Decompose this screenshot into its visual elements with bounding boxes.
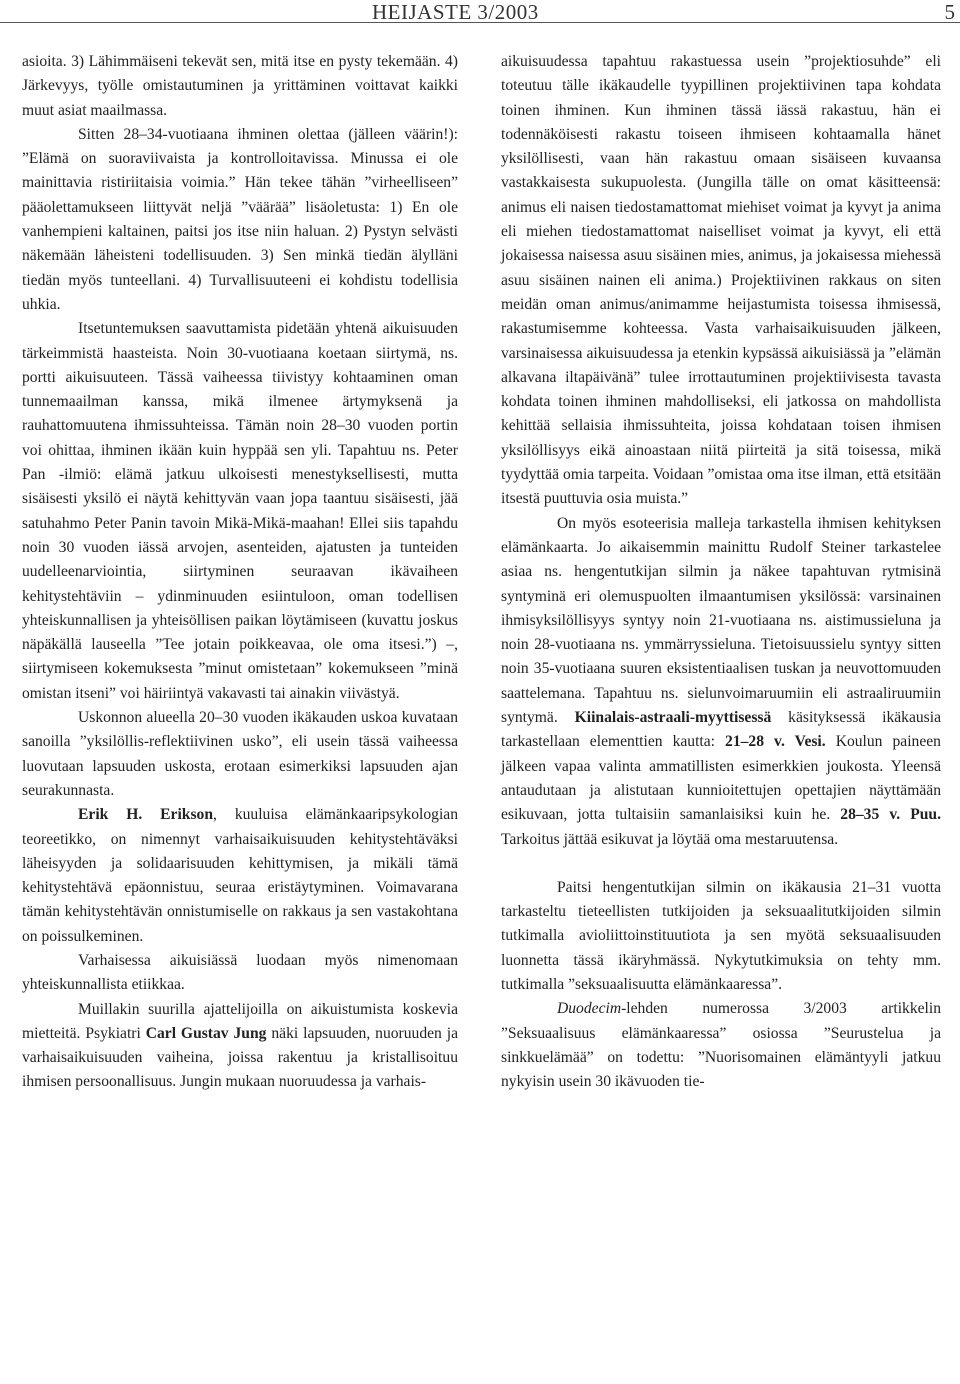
bold-name: Carl Gustav Jung [145,1024,267,1042]
text-span: käsityksessä ikäkausia tarkastellaan elementtien kautta: [501,709,942,751]
paragraph [22,998,458,1095]
right-column [501,50,941,1094]
left-column [22,50,458,1095]
text-span: Koulun paineen jälkeen vapaa valinta ammatillisten esimerkkien joukosta. Yleensä antaudutaan ja alistutaan kunnioitettujen opettajien näyttämään esikuvaan, jotta tultaisiin samanlaisiksi kuin he. [501,733,941,824]
paragraph [501,512,941,852]
paragraph [501,997,941,1094]
paragraph: Paitsi hengentutkijan silmin on ikäkausia 21–31 vuotta tarkasteltu tieteellisten tutkijoiden ja seksuaalitutkijoiden silmin tutkimalla avioliittoinstituutiota ja sen myötä seksuaalisuuden luonnetta tässä ikäryhmässä. Nykytutkimuksia on tehty mm. tutkimalla ”seksuaalisuutta elämänkaaressa”. [501,878,941,993]
paragraph: Itsetuntemuksen saavuttamista pidetään yhtenä aikuisuuden tärkeimmistä haasteista. Noin 30-vuotiaana koetaan siirtymä, ns. portti aikuisuuteen. Tässä vaiheessa tiivistyy kohtaaminen oman tunnemaailman kanssa, mikä ilmenee ärtymyksenä ja rauhattomuutena ihmissuhteissa. Tämän noin 28–30 vuoden portin voi ohittaa, ihminen ikään kuin hyppää sen yli. Tapahtuu ns. Peter Pan -ilmiö: elämä jatkuu ulkoisesti menestyksellisesti, mutta sisäisesti yksilö ei näytä kehittyvän vaan jopa taantuu sisäisesti, jää satuhahmo Peter Panin tavoin Mikä-Mikä-maahan! Ellei siis tapahdu noin 30 vuoden iässä arvojen, asenteiden, ajatusten ja tunteiden uudelleenarviointia, siirtyminen seuraavan ikävaiheen kehitystehtäviin – ydinminuuden esiintuloon, oman todellisen yhteiskunnallisen ja yhteisöllisen paikan löytämiseen (kuvattu joskus näpäkällä lauseella ”Tee jotain poikkeavaa, ole oma itsesi.”) –, siirtymiseen kokemuksesta ”minut omistetaan” kokemukseen ”minä omistan itseni” voi häiriintyä vakavasti tai ainakin viivästyä. [22,320,458,702]
page-number: 5 [944,0,955,24]
text-span: On myös esoteerisia malleja tarkastella ihmisen kehityksen elämänkaarta. Jo aikaisemmin mainittu Rudolf Steiner tarkastelee asiaa ns. hengentutkijan silmin ja näkee tapahtuvan rytmisinä syntyminä eri olemuspuolten ilmaantumisen yksilössä: varsinainen ihmisyksilöllisyys syntyy noin 21-vuotiaana ns. aistimussieluna ja noin 28-vuotiaana ns. ymmärryssieluna. Tietoisuussielu syntyy sitten noin 35-vuotiaana suuren eksistentiaalisen tuskan ja neuvottomuuden saattelemana. Tapahtuu ns. sielunvoimaruumiin eli astraaliruumiin syntymä. [501,514,941,727]
text-span: Muillakin suurilla ajattelijoilla on aikuistumista koskevia mietteitä. Psykiatri [22,1000,458,1042]
bold-term: 28–35 v. Puu. [840,806,941,824]
bold-term: 21–28 v. Vesi. [725,733,826,751]
journal-title: HEIJASTE 3/2003 [372,0,539,24]
italic-title: Duodecim [557,1000,622,1018]
text-span: näki lapsuuden, nuoruuden ja varhaisaikuisuuden vaiheina, joissa rakentuu ja kristallisoituu ihmisen persoonallisuus. Jungin mukaan nuoruudessa ja varhais- [22,1024,458,1091]
paragraph [22,803,458,949]
paragraph: asioita. 3) Lähimmäiseni tekevät sen, mitä itse en pysty tekemään. 4) Järkevyys, työlle omistautuminen ja yrittäminen voittavat kaikki muut asiat maailmassa. [22,53,458,119]
bold-term: Kiinalais-astraali-myyttisessä [574,709,772,727]
paragraph: Varhaisessa aikuisiässä luodaan myös nimenomaan yhteiskunnallista etiikkaa. [22,951,458,994]
text-span: , kuuluisa elämänkaaripsykologian teoreetikko, on nimennyt varhaisaikuisuuden kehitystehtäväksi läheisyyden ja solidaarisuuden kehittymisen, ja mikäli tämä kehitystehtävä epäonnistuu, seuraa eristäytyminen. Voimavarana tämän kehitystehtävän onnistumiselle on rakkaus ja sen vastakohtana on poissulkeminen. [22,806,458,945]
page-header [0,0,960,23]
paragraph: Uskonnon alueella 20–30 vuoden ikäkauden uskoa kuvataan sanoilla ”yksilöllis-reflektiivinen usko”, eli usein tässä vaiheessa luovutaan lapsuuden uskosta, erotaan esimerkiksi lapsuuden ajan seurakunnasta. [22,709,458,799]
bold-name: Erik H. Erikson [78,806,214,824]
paragraph: aikuisuudessa tapahtuu rakastuessa usein ”projektiosuhde” eli toteutuu tälle ikäkaudelle tyypillinen projektiivinen tapa kohdata toinen ihminen. Kun ihminen tässä iässä rakastuu, hän ei todennäköisesti rakastu toiseen ihmiseen kohtaamalla hänet yksilöllisesti, vaan hän rakastuu omaan sisäiseen kuvaansa vastakkaisesta sukupuolesta. (Jungilla tälle on omat käsitteensä: animus eli naisen tiedostamattomat miehiset voimat ja kyvyt ja anima eli miehen tiedostamattomat naiselliset voimat ja kyvyt, eli että jokaisessa naisessa asuu sisäinen mies, animus, ja jokaisessa miehessä asuu sisäinen nainen eli anima.) Projektiivinen rakkaus on siten meidän oman animus/animamme heijastumista toisessa ihmisessä, rakastumisemme kohteessa. Vasta varhaisaikuisuuden jälkeen, varsinaisessa aikuisuudessa ja etenkin kypsässä aikuisiässä ja ”elämän alkavana iltapäivänä” tulee irrottautuminen projektiivisesta tavasta kohdata toinen ihminen mahdolliseksi, eli jatkossa on mahdollista kehittää sellaisia ihmissuhteita, joissa kohdataan toisen ihmisen yksilöllisyys eikä ainoastaan niitä piirteitä ja sitä toisessa, mikä tyydyttää omia tarpeita. Voidaan ”omistaa oma itse ilman, että etsitään itsestä puuttuvia osia muista.” [501,53,941,508]
text-span: -lehden numerossa 3/2003 artikkelin ”Seksuaalisuus elämänkaaressa” osiossa ”Seurustelua ja sinkkuelämää” on todettu: ”Nuorisomainen elämäntyyli jatkuu nykyisin usein 30 ikävuoden tie- [501,1000,941,1091]
text-span: Tarkoitus jättää esikuvat ja löytää oma mestaruutensa. [501,830,839,848]
paragraph: Sitten 28–34-vuotiaana ihminen olettaa (jälleen väärin!): ”Elämä on suoraviivaista ja kontrolloitavissa. Minussa ei ole mainittavia ristiriitaisia voimia.” Hän tekee tähän ”virheelliseen” pääolettamukseen liittyvät neljä ”väärää” lisäoletusta: 1) En ole vanhempieni kaltainen, paitsi jos itse niin haluan. 2) Pystyn selvästi näkemään läheisteni todellisuuden. 3) Sen minkä tiedän älylläni tiedän myös tunteellani. 4) Turvallisuuteeni ei kohdistu todellisia uhkia. [22,125,458,313]
